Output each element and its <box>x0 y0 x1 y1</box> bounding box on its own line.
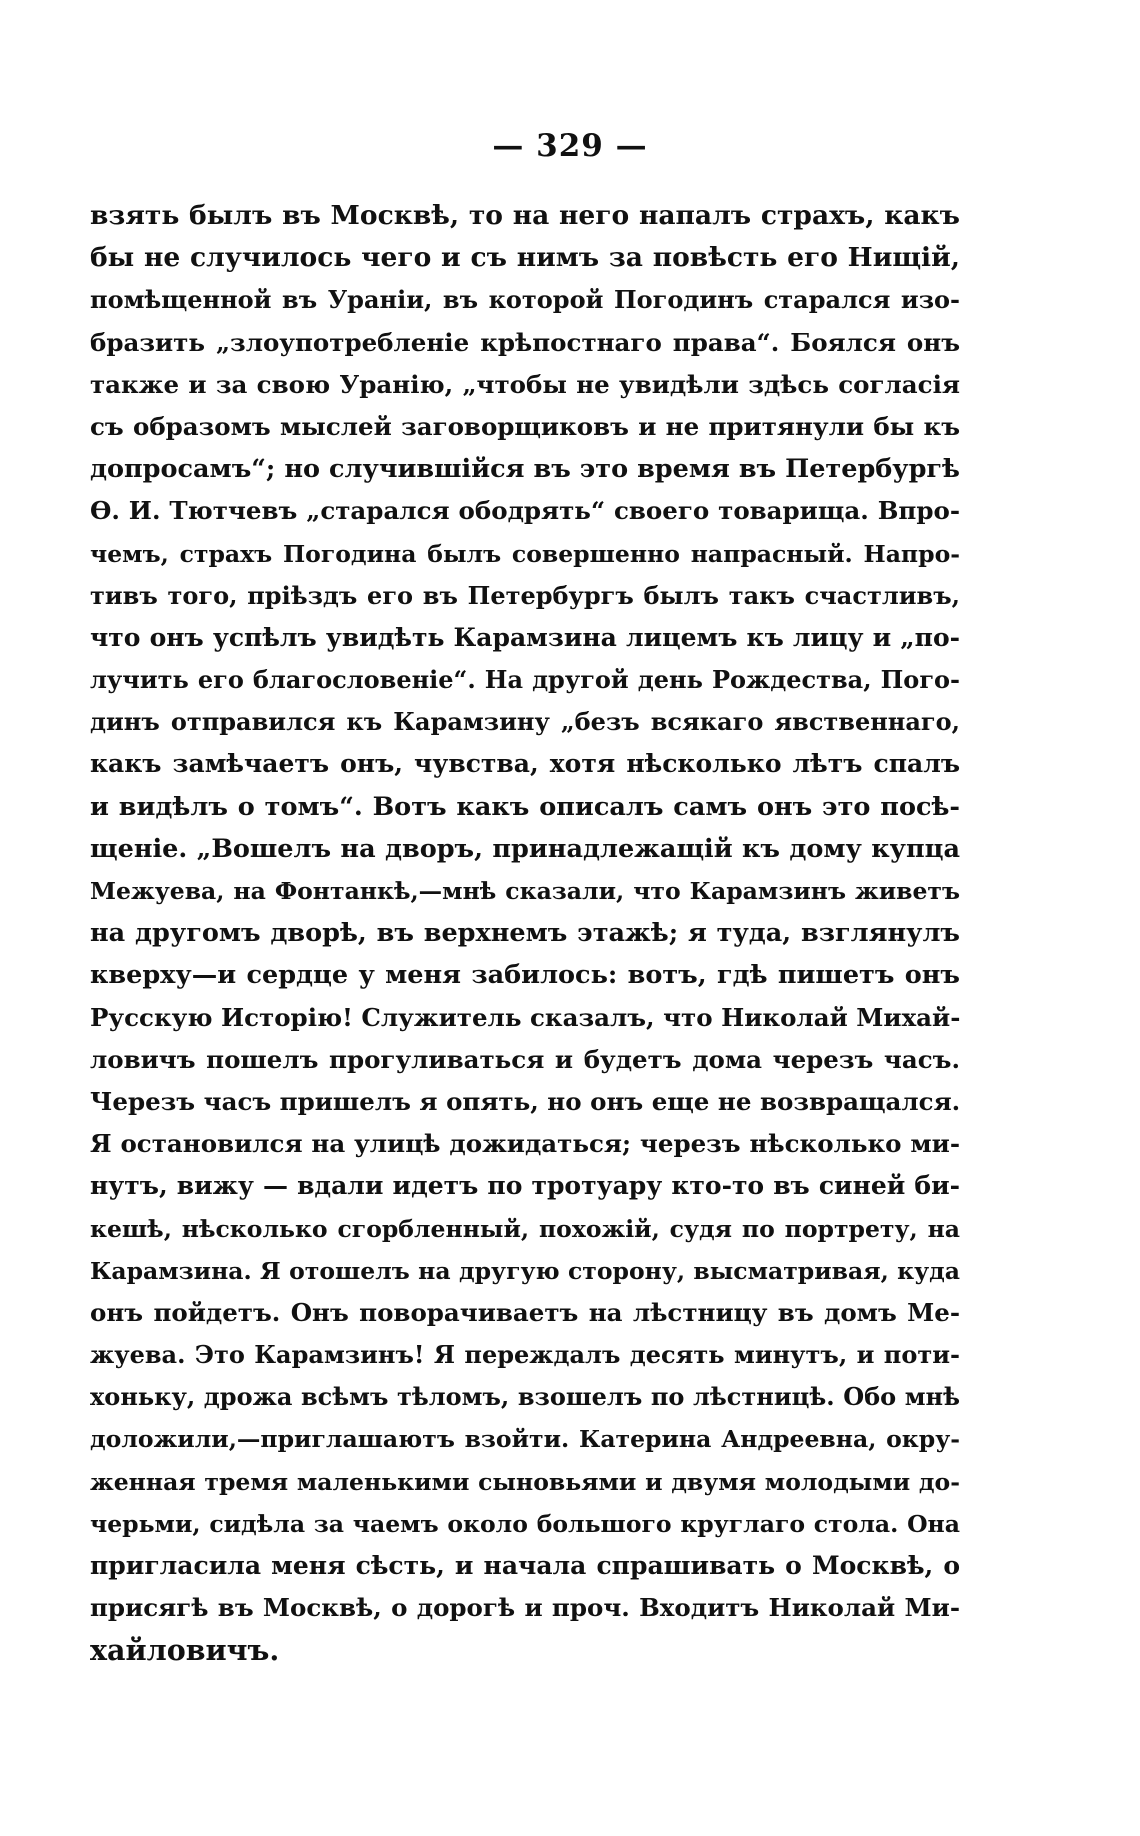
text-line: на другомъ дворѣ, въ верхнемъ этажѣ; я туда, взглянулъ <box>90 918 960 949</box>
text-line: Черезъ часъ пришелъ я опять, но онъ еще не возвращался. <box>90 1086 960 1116</box>
text-line: пригласила меня сѣсть, и начала спрашивать о Москвѣ, о <box>90 1551 960 1580</box>
text-line: что онъ успѣлъ увидѣть Карамзина лицемъ къ лицу и „по- <box>90 622 960 652</box>
text-line: нутъ, вижу — вдали идетъ по тротуару кто-то въ синей би- <box>90 1171 960 1201</box>
text-line: также и за свою Уранію, „чтобы не увидѣли здѣсь согласія <box>90 369 960 399</box>
text-line: какъ замѣчаетъ онъ, чувства, хотя нѣсколько лѣтъ спалъ <box>90 749 960 779</box>
text-line: взять былъ въ Москвѣ, то на него напалъ страхъ, какъ <box>90 200 960 231</box>
text-line: тивъ того, пріѣздъ его въ Петербургъ былъ такъ счастливъ, <box>90 580 960 610</box>
text-line: бразить „злоупотребленіе крѣпостнаго права“. Боялся онъ <box>90 327 960 357</box>
text-line: доложили,—приглашаютъ взойти. Катерина Андреевна, окру- <box>90 1425 960 1454</box>
text-line: кешѣ, нѣсколько сгорбленный, похожій, судя по портрету, на <box>90 1214 960 1243</box>
text-line: кверху—и сердце у меня забилось: вотъ, гдѣ пишетъ онъ <box>90 960 960 991</box>
text-line: хоньку, дрожа всѣмъ тѣломъ, взошелъ по лѣстницѣ. Обо мнѣ <box>90 1382 960 1412</box>
text-line: Карамзина. Я отошелъ на другую сторону, высматривая, куда <box>90 1256 960 1285</box>
text-line: хайловичъ. <box>90 1633 280 1668</box>
text-line: жуева. Это Карамзинъ! Я переждалъ десять минутъ, и поти- <box>90 1340 960 1370</box>
text-line: Я остановился на улицѣ дожидаться; черезъ нѣсколько ми- <box>90 1129 960 1159</box>
text-line: женная тремя маленькими сыновьями и двумя молодыми до- <box>90 1467 960 1496</box>
text-line: Ѳ. И. Тютчевъ „старался ободрять“ своего товарища. Впро- <box>90 496 960 526</box>
text-line: Русскую Исторію! Служитель сказалъ, что Николай Михай- <box>90 1002 960 1032</box>
body-text <box>90 195 960 1672</box>
text-line: и видѣлъ о томъ“. Вотъ какъ описалъ самъ онъ это посѣ- <box>90 791 960 822</box>
text-line: Межуева, на Фонтанкѣ,—мнѣ сказали, что Карамзинъ живетъ <box>90 877 960 905</box>
text-line: помѣщенной въ Ураніи, въ которой Погодинъ старался изо- <box>90 285 960 315</box>
text-line: чемъ, страхъ Погодина былъ совершенно напрасный. Напро- <box>90 539 960 568</box>
page-number: — 329 — <box>492 128 648 164</box>
text-line: присягѣ въ Москвѣ, о дорогѣ и проч. Входитъ Николай Ми- <box>90 1593 960 1623</box>
text-line: съ образомъ мыслей заговорщиковъ и не притянули бы къ <box>90 411 960 441</box>
text-line: щеніе. „Вошелъ на дворъ, принадлежащій къ дому купца <box>90 833 960 864</box>
text-line: допросамъ“; но случившійся въ это время въ Петербургѣ <box>90 454 960 485</box>
text-line: динъ отправился къ Карамзину „безъ всякаго явственнаго, <box>90 707 960 737</box>
text-line: ловичъ пошелъ прогуливаться и будетъ дома черезъ часъ. <box>90 1044 960 1074</box>
text-line: лучить его благословеніе“. На другой день Рождества, Пого- <box>90 665 960 695</box>
text-line: бы не случилось чего и съ нимъ за повѣсть его Нищій, <box>90 242 960 274</box>
text-line: черьми, сидѣла за чаемъ около большого круглаго стола. Она <box>90 1509 960 1538</box>
text-line: онъ пойдетъ. Онъ поворачиваетъ на лѣстницу въ домъ Ме- <box>90 1297 960 1327</box>
